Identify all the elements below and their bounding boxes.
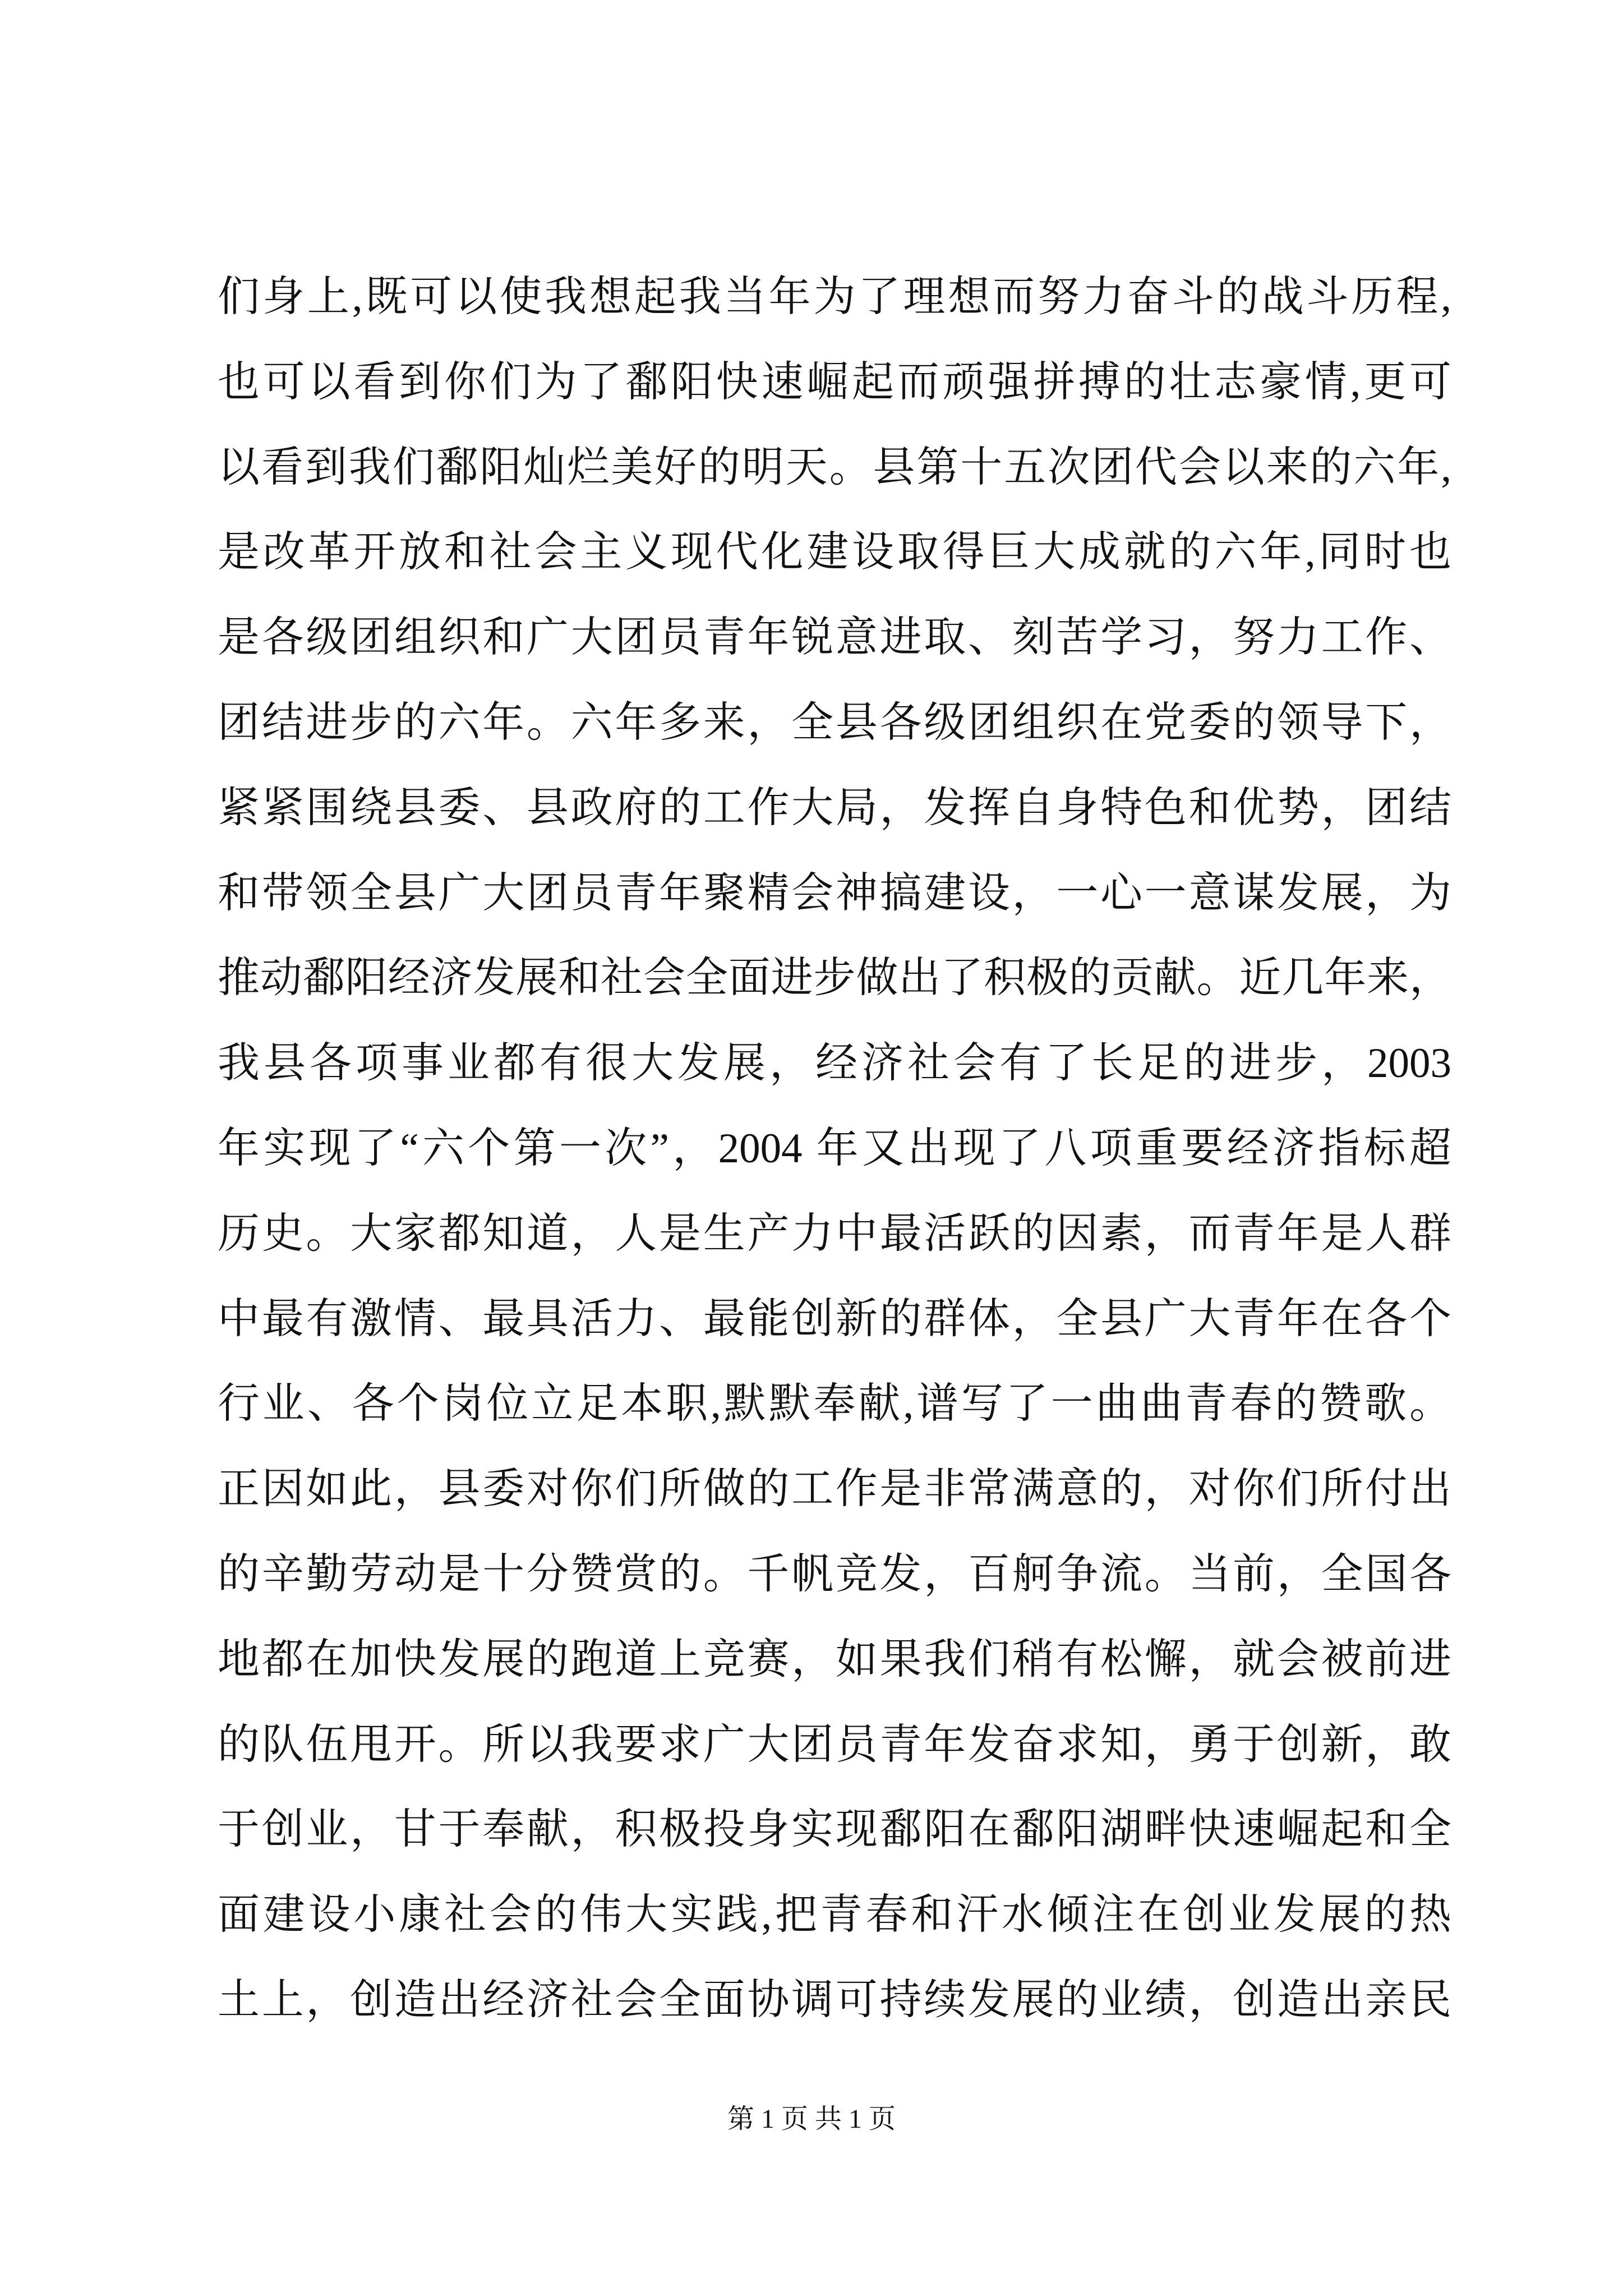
text-line: 是改革开放和社会主义现代化建设取得巨大成就的六年,同时也 bbox=[218, 529, 1451, 576]
text-line: 以看到我们鄱阳灿烂美好的明天。县第十五次团代会以来的六年, bbox=[218, 444, 1451, 491]
text-line: 年实现了“六个第一次”，2004 年又出现了八项重要经济指标超 bbox=[218, 1125, 1451, 1172]
text-line: 的队伍甩开。所以我要求广大团员青年发奋求知，勇于创新，敢 bbox=[218, 1721, 1451, 1768]
text-line: 们身上,既可以使我想起我当年为了理想而努力奋斗的战斗历程, bbox=[218, 274, 1451, 320]
text-line: 也可以看到你们为了鄱阳快速崛起而顽强拼搏的壮志豪情,更可 bbox=[218, 358, 1451, 406]
text-line: 推动鄱阳经济发展和社会全面进步做出了积极的贡献。近几年来， bbox=[218, 955, 1451, 1002]
text-line: 我县各项事业都有很大发展，经济社会有了长足的进步，2003 bbox=[218, 1040, 1451, 1087]
body-text bbox=[218, 255, 1451, 2043]
text-line: 是各级团组织和广大团员青年锐意进取、刻苦学习，努力工作、 bbox=[218, 614, 1451, 661]
text-line: 地都在加快发展的跑道上竞赛，如果我们稍有松懈，就会被前进 bbox=[218, 1636, 1451, 1683]
text-line: 面建设小康社会的伟大实践,把青春和汗水倾注在创业发展的热 bbox=[218, 1892, 1451, 1939]
page-footer bbox=[0, 2102, 1623, 2136]
text-line: 历史。大家都知道，人是生产力中最活跃的因素，而青年是人群 bbox=[218, 1210, 1451, 1257]
text-line: 的辛勤劳动是十分赞赏的。千帆竞发，百舸争流。当前，全国各 bbox=[218, 1550, 1451, 1598]
page-number-label: 第 1 页 共 1 页 bbox=[727, 2104, 896, 2134]
text-line: 紧紧围绕县委、县政府的工作大局，发挥自身特色和优势，团结 bbox=[218, 784, 1451, 831]
text-line: 团结进步的六年。六年多来，全县各级团组织在党委的领导下， bbox=[218, 699, 1451, 746]
text-line: 和带领全县广大团员青年聚精会神搞建设，一心一意谋发展，为 bbox=[218, 869, 1451, 917]
text-line: 中最有激情、最具活力、最能创新的群体，全县广大青年在各个 bbox=[218, 1295, 1451, 1342]
text-line: 正因如此，县委对你们所做的工作是非常满意的，对你们所付出 bbox=[218, 1466, 1451, 1513]
text-line: 于创业，甘于奉献，积极投身实现鄱阳在鄱阳湖畔快速崛起和全 bbox=[218, 1806, 1451, 1853]
text-line: 行业、各个岗位立足本职,默默奉献,谱写了一曲曲青春的赞歌。 bbox=[218, 1381, 1451, 1428]
text-line: 土上，创造出经济社会全面协调可持续发展的业绩，创造出亲民 bbox=[218, 1976, 1451, 2023]
